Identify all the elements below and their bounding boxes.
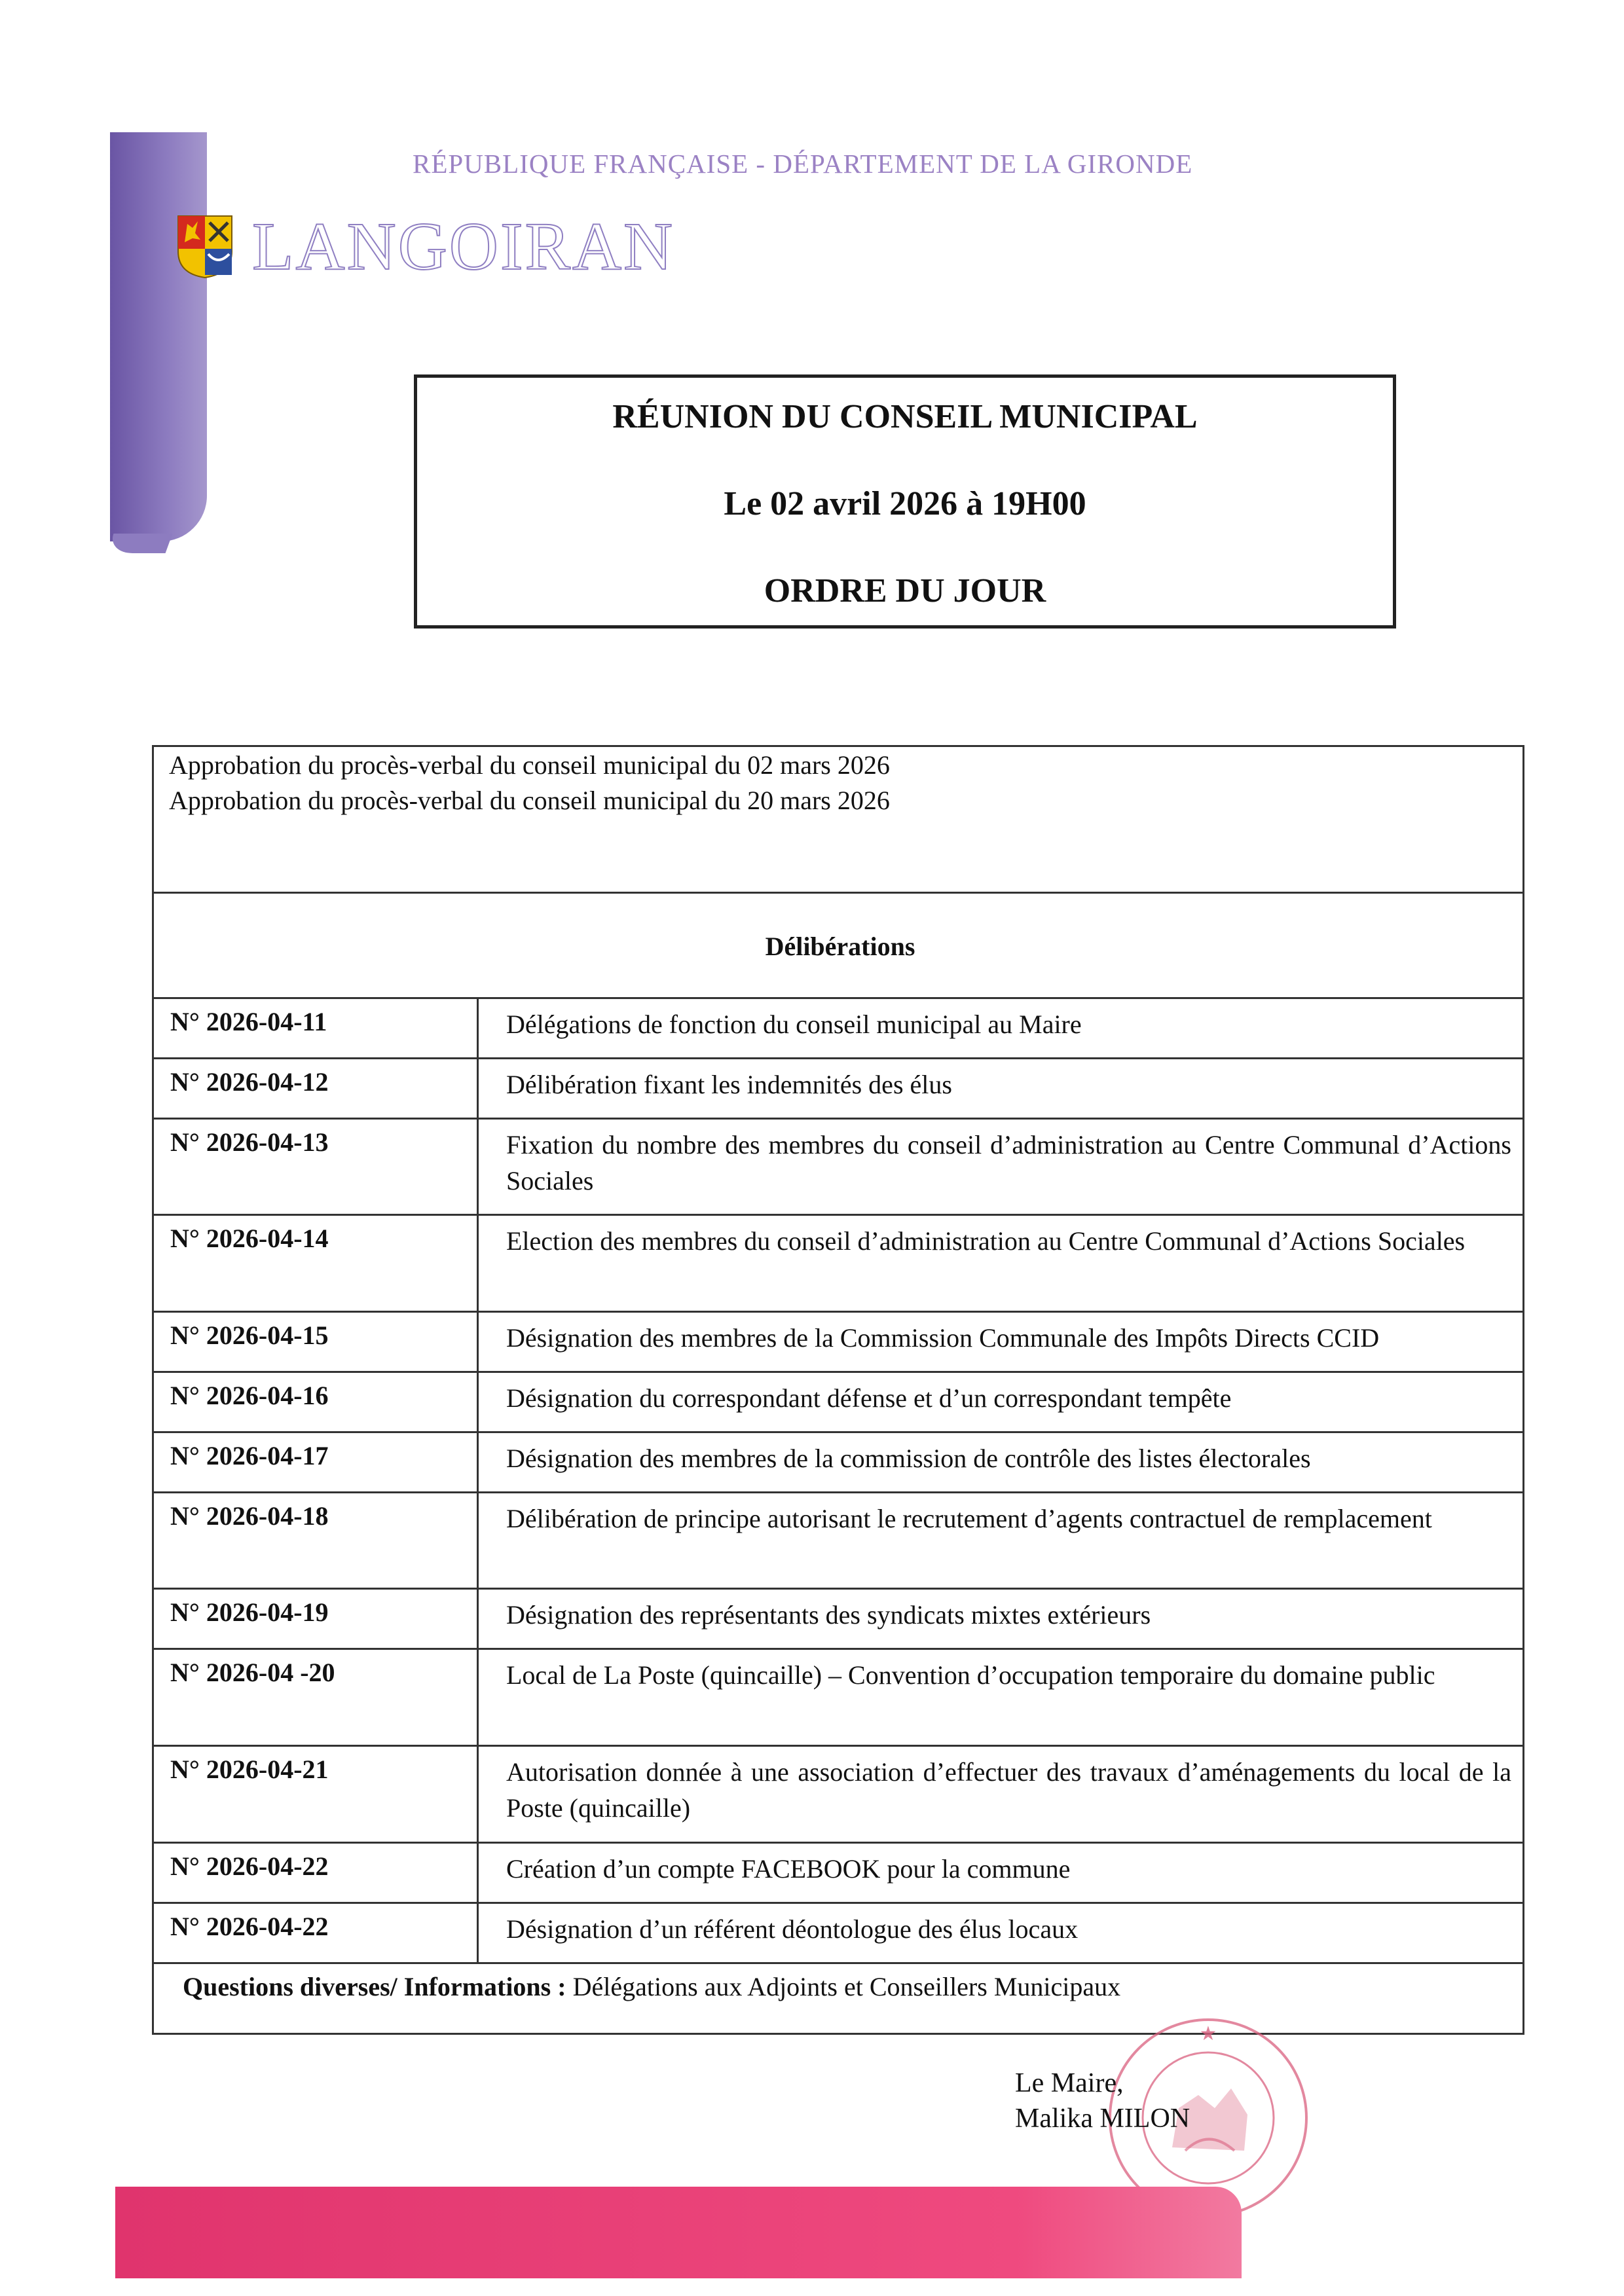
- stamp-text: ★: [1199, 2023, 1217, 2045]
- table-divider: [154, 1842, 1524, 1844]
- republic-department-line: RÉPUBLIQUE FRANÇAISE - DÉPARTEMENT DE LA GIRONDE: [413, 149, 1193, 179]
- deliberation-title: Local de La Poste (quincaille) – Convention d’occupation temporaire du domaine public: [506, 1660, 1435, 1690]
- table-divider: [154, 1311, 1524, 1313]
- deliberation-number: N° 2026-04-18: [170, 1501, 329, 1531]
- deliberation-title: Election des membres du conseil d’administration au Centre Communal d’Actions Sociales: [506, 1226, 1466, 1256]
- deliberation-number: N° 2026-04-22: [170, 1912, 329, 1941]
- table-divider: [154, 1214, 1524, 1216]
- table-divider: [154, 1648, 1524, 1650]
- agenda-table: [152, 745, 1524, 2035]
- deliberation-title: Désignation des représentants des syndicats mixtes extérieurs: [506, 1600, 1151, 1630]
- header-purple-band: [110, 132, 207, 541]
- deliberation-number: N° 2026-04-19: [170, 1597, 329, 1627]
- questions-informations: [183, 1971, 1120, 2002]
- deliberation-title: Désignation d’un référent déontologue des élus locaux: [506, 1914, 1079, 1944]
- minutes-approval-2: Approbation du procès-verbal du conseil municipal du 20 mars 2026: [169, 786, 890, 815]
- deliberation-number: N° 2026-04-15: [170, 1321, 329, 1350]
- deliberation-number: N° 2026-04-14: [170, 1224, 329, 1253]
- deliberation-title: Autorisation donnée à une association d’effectuer des travaux d’aménagements du local de la Poste (quincaille): [506, 1757, 1511, 1823]
- deliberation-title: Délibération de principe autorisant le recrutement d’agents contractuel de remplacement: [506, 1504, 1432, 1533]
- table-divider: [154, 1057, 1524, 1059]
- table-divider: [154, 1371, 1524, 1373]
- table-divider: [154, 1745, 1524, 1747]
- table-divider: [154, 892, 1524, 894]
- mayor-title: Le Maire,: [1015, 2068, 1124, 2098]
- deliberation-title: Délibération fixant les indemnités des élus: [506, 1070, 952, 1099]
- deliberation-number: N° 2026-04-16: [170, 1381, 329, 1410]
- deliberation-title: Fixation du nombre des membres du conseil d’administration au Centre Communal d’Actions Sociales: [506, 1130, 1511, 1195]
- deliberation-number: N° 2026-04-12: [170, 1067, 329, 1097]
- meeting-date: Le 02 avril 2026 à 19H00: [724, 485, 1086, 522]
- table-divider: [154, 1588, 1524, 1590]
- deliberation-number: N° 2026-04-13: [170, 1127, 329, 1157]
- deliberation-number: N° 2026-04-11: [170, 1007, 327, 1036]
- deliberation-title: Délégations de fonction du conseil municipal au Maire: [506, 1010, 1082, 1039]
- questions-text: Délégations aux Adjoints et Conseillers Municipaux: [566, 1972, 1121, 2001]
- deliberation-number: N° 2026-04 -20: [170, 1658, 335, 1687]
- table-divider: [154, 1902, 1524, 1904]
- footer-pink-band: [115, 2187, 1242, 2278]
- table-divider: [154, 1431, 1524, 1433]
- agenda-heading: ORDRE DU JOUR: [764, 572, 1046, 610]
- column-divider: [477, 997, 479, 1962]
- mayor-name: Malika MILON: [1015, 2104, 1190, 2134]
- meeting-title: RÉUNION DU CONSEIL MUNICIPAL: [612, 398, 1198, 435]
- deliberation-number: N° 2026-04-22: [170, 1851, 329, 1881]
- table-divider: [154, 1491, 1524, 1493]
- table-divider: [154, 1118, 1524, 1120]
- questions-label: Questions diverses/ Informations :: [183, 1972, 566, 2001]
- town-name: LANGOIRAN: [252, 209, 675, 284]
- deliberation-title: Désignation des membres de la Commission Communale des Impôts Directs CCID: [506, 1323, 1380, 1353]
- table-divider: [154, 997, 1524, 999]
- deliberation-title: Désignation des membres de la commission de contrôle des listes électorales: [506, 1444, 1311, 1473]
- deliberation-title: Désignation du correspondant défense et d’un correspondant tempête: [506, 1383, 1232, 1413]
- deliberation-number: N° 2026-04-17: [170, 1441, 329, 1470]
- deliberation-title: Création d’un compte FACEBOOK pour la commune: [506, 1854, 1071, 1884]
- meeting-title-box: [414, 374, 1396, 629]
- deliberations-heading: Délibérations: [765, 932, 915, 961]
- coat-of-arms-icon: [175, 213, 234, 279]
- table-divider: [154, 1962, 1524, 1964]
- deliberation-number: N° 2026-04-21: [170, 1755, 329, 1784]
- minutes-approval-1: Approbation du procès-verbal du conseil municipal du 02 mars 2026: [169, 750, 890, 780]
